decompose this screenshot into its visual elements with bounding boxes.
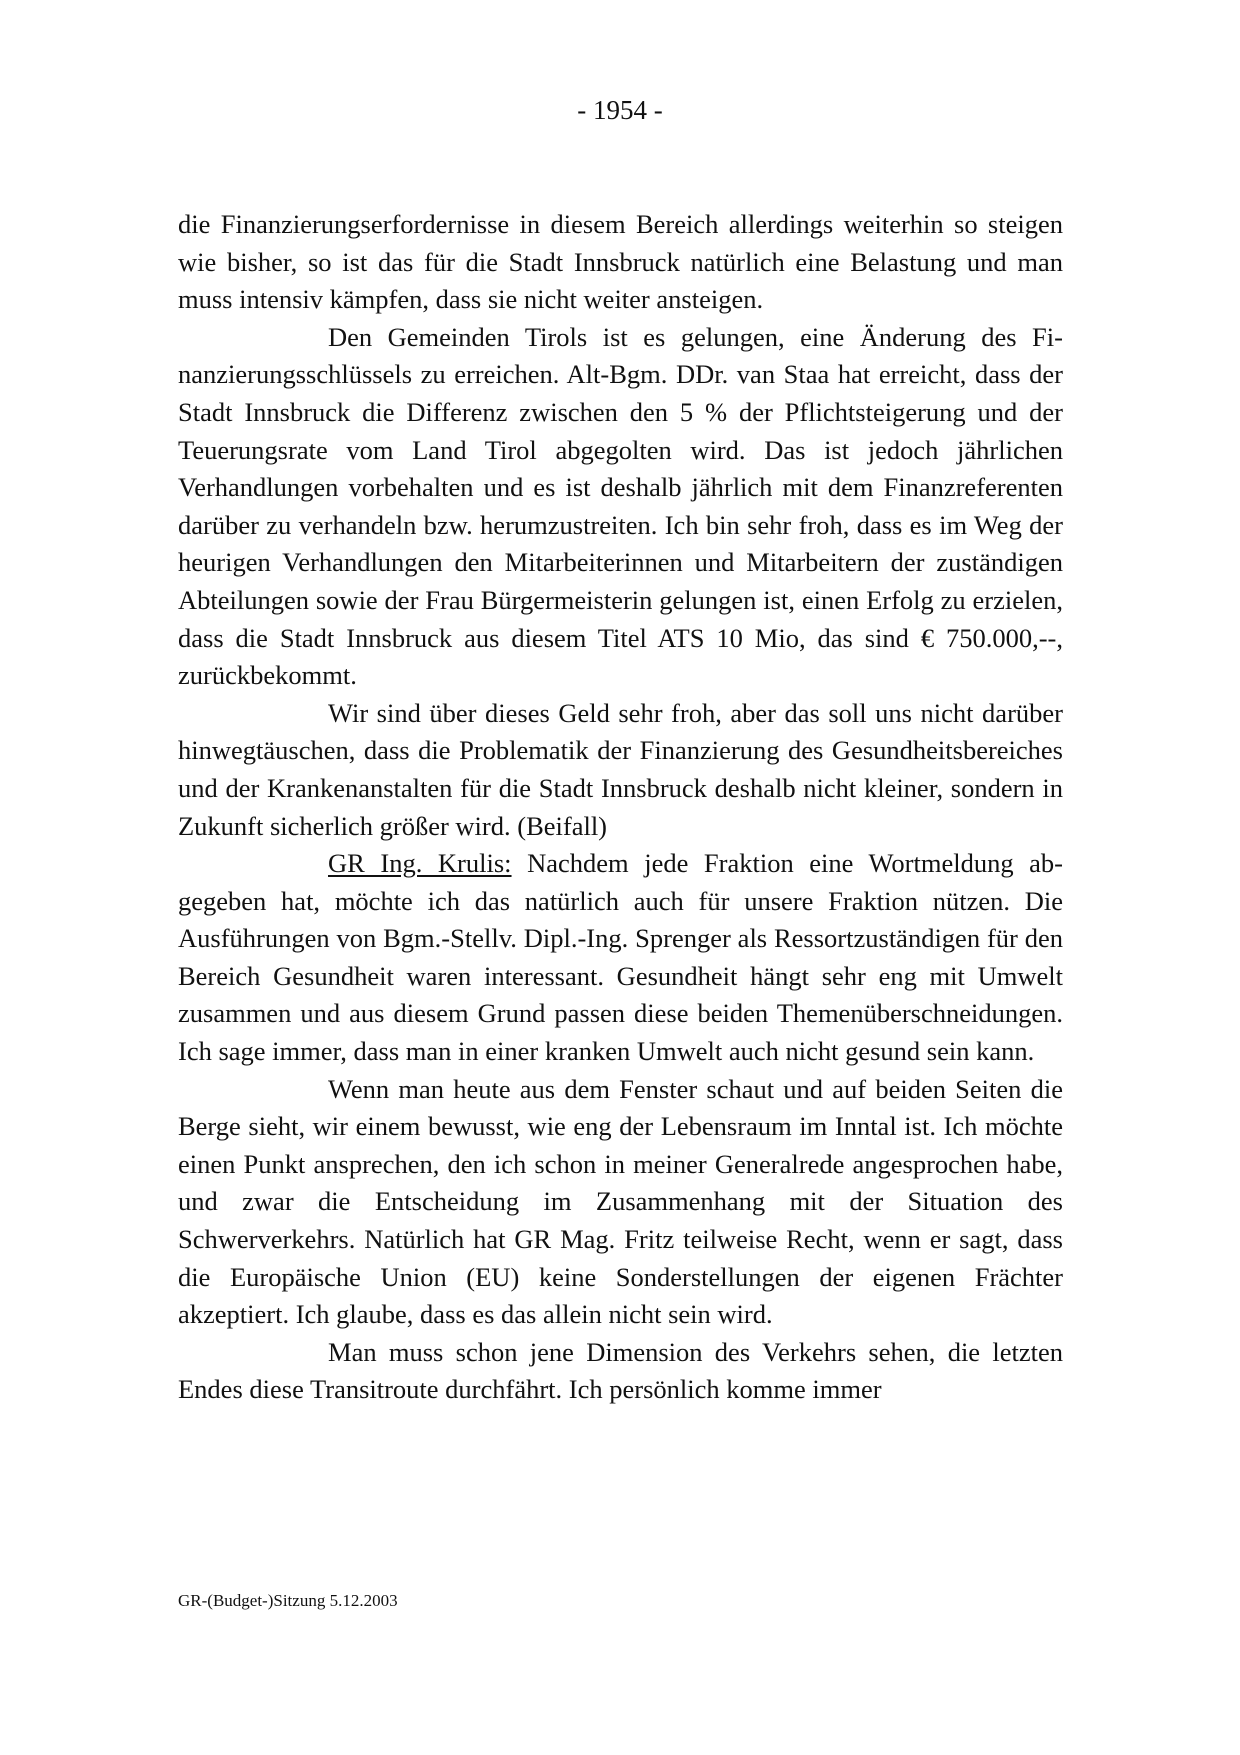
speaker-name: GR Ing. Krulis: <box>328 848 512 879</box>
paragraph: Wenn man heute aus dem Fenster schaut und auf beiden Seiten die Berge sieht, wir einem bewusst, wie eng der Lebensraum im Inntal ist. Ich möchte einen Punkt ansprechen, den ich schon in meiner Generalrede angesprochen habe, und zwar die Entscheidung im Zusammenhang mit der Situation des Schwerverkehrs. Natürlich hat GR Mag. Fritz teilweise Recht, wenn er sagt, dass die Europäische Union (EU) keine Sonderstellungen der eigenen Frächter akzeptiert. Ich glaube, dass es das allein nicht sein wird. <box>178 1073 1063 1330</box>
speaker-paragraph <box>178 845 1063 1071</box>
document-body <box>178 206 1063 1409</box>
paragraph: Den Gemeinden Tirols ist es gelungen, eine Änderung des Finanzierungsschlüssels zu erreichen. Alt-Bgm. DDr. van Staa hat erreicht, dass der Stadt Innsbruck die Differenz zwischen den 5 % der Pflichtsteigerung und der Teuerungsrate vom Land Tirol abgegolten wird. Das ist jedoch jährlichen Verhandlungen vorbehalten und es ist deshalb jährlich mit dem Finanzreferenten darüber zu verhandeln bzw. herumzustreiten. Ich bin sehr froh, dass es im Weg der heurigen Verhandlungen den Mitarbeiterinnen und Mitarbeitern der zuständigen Abteilungen sowie der Frau Bürgermeisterin gelungen ist, einen Erfolg zu erzielen, dass die Stadt Innsbruck aus diesem Titel ATS 10 Mio, das sind € 750.000,--, zurückbekommt. <box>178 321 1063 691</box>
speaker-statement: Nachdem jede Fraktion eine Wortmeldung abgegeben hat, möchte ich das natürlich auch für unsere Fraktion nützen. Die Ausführungen von Bgm.-Stellv. Dipl.-Ing. Sprenger als Ressortzuständigen für den Bereich Gesundheit waren interessant. Gesundheit hängt sehr eng mit Umwelt zusammen und aus diesem Grund passen diese beiden Themenüberschneidungen. Ich sage immer, dass man in einer kranken Umwelt auch nicht gesund sein kann. <box>178 848 1063 1067</box>
paragraph: Wir sind über dieses Geld sehr froh, aber das soll uns nicht darüber hinwegtäuschen, dass die Problematik der Finanzierung des Gesundheitsbereiches und der Krankenanstalten für die Stadt Innsbruck deshalb nicht kleiner, sondern in Zukunft sicherlich größer wird. (Beifall) <box>178 697 1063 841</box>
session-footer: GR-(Budget-)Sitzung 5.12.2003 <box>178 1591 398 1610</box>
page-number: - 1954 - <box>577 95 663 125</box>
paragraph: Man muss schon jene Dimension des Verkehrs sehen, die letzten Endes diese Transitroute durchfährt. Ich persönlich komme immer <box>178 1336 1063 1405</box>
paragraph: die Finanzierungserfordernisse in diesem Bereich allerdings weiterhin so steigen wie bisher, so ist das für die Stadt Innsbruck natürlich eine Belastung und man muss intensiv kämpfen, dass sie nicht weiter ansteigen. <box>178 209 1063 315</box>
